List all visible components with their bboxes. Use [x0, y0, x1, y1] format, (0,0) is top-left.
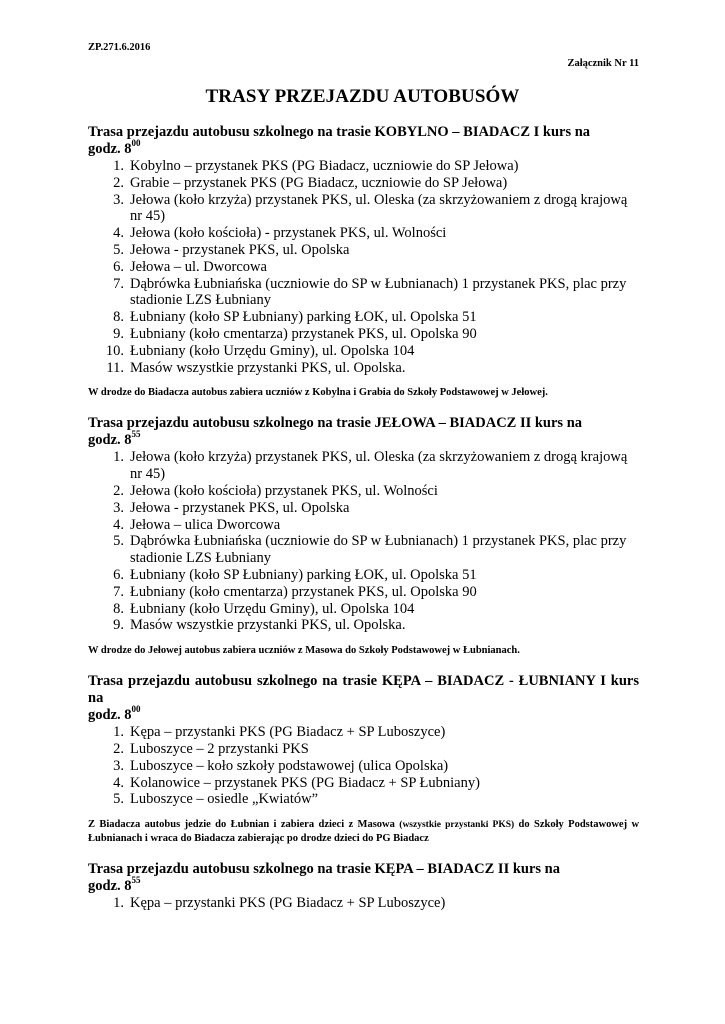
stop-item — [88, 758, 639, 775]
route-time-minutes: 00 — [131, 704, 141, 715]
stop-list — [88, 895, 639, 912]
route-note: W drodze do Biadacza autobus zabiera uczniów z Kobylna i Grabia do Szkoły Podstawowej w Jełowej. — [88, 387, 548, 399]
stop-text: Luboszyce – osiedle „Kwiatów” — [130, 791, 319, 808]
stop-list — [88, 449, 639, 634]
stop-item — [88, 309, 639, 326]
stop-item — [88, 242, 639, 259]
stop-item — [88, 584, 639, 601]
stop-item — [88, 360, 639, 377]
stop-item — [88, 601, 639, 618]
route-heading-text: Trasa przejazdu autobusu szkolnego na trasie KOBYLNO – BIADACZ I kurs na — [88, 124, 591, 140]
route-heading-text: Trasa przejazdu autobusu szkolnego na trasie KĘPA – BIADACZ II kurs na — [88, 861, 560, 878]
stop-text: Łubniany (koło SP Łubniany) parking ŁOK, ul. Opolska 51 — [130, 566, 477, 583]
stop-text: Dąbrówka Łubniańska (uczniowie do SP w Łubnianach) 1 przystanek PKS, plac przy stadionie LZS Łubniany — [130, 275, 627, 309]
stop-item — [88, 517, 639, 534]
document-body — [88, 124, 639, 912]
stop-text: Kobylno – przystanek PKS (PG Biadacz, uczniowie do SP Jełowa) — [130, 158, 519, 174]
stop-item — [88, 449, 639, 483]
stop-list — [88, 158, 639, 376]
stop-item — [88, 343, 639, 360]
stop-item — [88, 259, 639, 276]
stop-item — [88, 158, 639, 175]
stop-item — [88, 175, 639, 192]
stop-number: 1. — [113, 449, 124, 466]
stop-item — [88, 500, 639, 517]
route-note — [88, 818, 639, 845]
stop-number: 1. — [113, 895, 124, 912]
route-note: W drodze do Jełowej autobus zabiera uczniów z Masowa do Szkoły Podstawowej w Łubnianach. — [88, 645, 520, 657]
stop-text: Łubniany (koło SP Łubniany) parking ŁOK, ul. Opolska 51 — [130, 309, 477, 326]
route-section-kobylno — [88, 124, 639, 399]
stop-number: 1. — [113, 724, 124, 741]
stop-number: 2. — [113, 174, 124, 191]
stop-text: Jełowa – ul. Dworcowa — [130, 258, 267, 275]
stop-item — [88, 617, 639, 634]
route-time: godz. 8 — [88, 141, 132, 157]
stop-text: Jełowa – ulica Dworcowa — [130, 516, 281, 533]
stop-item — [88, 724, 639, 741]
stop-number: 5. — [113, 533, 124, 550]
stop-number: 2. — [113, 482, 124, 499]
route-section-jelowa — [88, 415, 639, 657]
stop-number: 8. — [113, 309, 124, 326]
stop-text: Masów wszystkie przystanki PKS, ul. Opolska. — [130, 359, 406, 376]
stop-item — [88, 276, 639, 310]
stop-number: 1. — [113, 158, 124, 174]
stop-text: Łubniany (koło cmentarza) przystanek PKS, ul. Opolska 90 — [130, 583, 477, 600]
stop-number: 3. — [113, 757, 124, 774]
route-heading-text: Trasa przejazdu autobusu szkolnego na trasie KĘPA – BIADACZ - ŁUBNIANY I kurs na — [88, 673, 639, 707]
route-heading-text: Trasa przejazdu autobusu szkolnego na trasie JEŁOWA – BIADACZ II kurs na — [88, 415, 583, 432]
stop-text: Kępa – przystanki PKS (PG Biadacz + SP Luboszyce) — [130, 895, 446, 912]
stop-text: Grabie – przystanek PKS (PG Biadacz, uczniowie do SP Jełowa) — [130, 174, 508, 191]
route-heading — [88, 415, 639, 449]
stop-number: 3. — [113, 499, 124, 516]
stop-text: Łubniany (koło cmentarza) przystanek PKS, ul. Opolska 90 — [130, 325, 477, 342]
stop-number: 6. — [113, 258, 124, 275]
stop-number: 4. — [113, 774, 124, 791]
stop-number: 10. — [105, 342, 124, 359]
route-time: godz. 8 — [88, 707, 132, 724]
stop-text: Masów wszystkie przystanki PKS, ul. Opolska. — [130, 617, 406, 634]
stop-text: Jełowa - przystanek PKS, ul. Opolska — [130, 499, 350, 516]
stop-number: 7. — [113, 583, 124, 600]
stop-number: 2. — [113, 740, 124, 757]
stop-text: Łubniany (koło Urzędu Gminy), ul. Opolska 104 — [130, 600, 415, 617]
stop-number: 5. — [113, 241, 124, 258]
stop-number: 5. — [113, 791, 124, 808]
route-note-text: do Szkoły Podstawowej w Łubnianach i wraca do Biadacza zabierając po drodze dzieci do PG Biadacz — [88, 819, 640, 845]
stop-item — [88, 192, 639, 226]
route-time-minutes: 55 — [131, 429, 141, 440]
route-note-aside: (wszystkie przystanki PKS) — [399, 820, 515, 831]
route-section-kepa-2 — [88, 861, 639, 912]
stop-item — [88, 791, 639, 808]
stop-text: Łubniany (koło Urzędu Gminy), ul. Opolska 104 — [130, 342, 415, 359]
stop-number: 9. — [113, 617, 124, 634]
stop-number: 8. — [113, 600, 124, 617]
stop-number: 11. — [106, 359, 124, 376]
route-time-minutes: 00 — [131, 138, 141, 148]
stop-number: 6. — [113, 566, 124, 583]
annex-number: Załącznik Nr 11 — [567, 58, 639, 69]
stop-number: 9. — [113, 325, 124, 342]
page-title: TRASY PRZEJAZDU AUTOBUSÓW — [205, 86, 520, 107]
stop-text: Dąbrówka Łubniańska (uczniowie do SP w Łubnianach) 1 przystanek PKS, plac przy stadionie LZS Łubniany — [130, 533, 627, 567]
stop-list — [88, 724, 639, 808]
stop-text: Jełowa (koło krzyża) przystanek PKS, ul. Oleska (za skrzyżowaniem z drogą krajową nr 45) — [130, 191, 628, 225]
stop-text: Luboszyce – koło szkoły podstawowej (ulica Opolska) — [130, 757, 449, 774]
route-time: godz. 8 — [88, 432, 132, 449]
stop-text: Kolanowice – przystanek PKS (PG Biadacz + SP Łubniany) — [130, 774, 480, 791]
route-time-minutes: 55 — [131, 875, 141, 886]
stop-item — [88, 326, 639, 343]
document-reference: ZP.271.6.2016 — [88, 42, 151, 53]
route-heading — [88, 861, 639, 895]
stop-number: 3. — [113, 191, 124, 208]
stop-item — [88, 775, 639, 792]
route-heading — [88, 124, 639, 158]
stop-text: Jełowa (koło kościoła) przystanek PKS, ul. Wolności — [130, 482, 438, 499]
stop-number: 4. — [113, 516, 124, 533]
route-time: godz. 8 — [88, 878, 132, 895]
stop-item — [88, 483, 639, 500]
route-heading — [88, 673, 639, 724]
stop-item — [88, 533, 639, 567]
route-note-text: Z Biadacza autobus jedzie do Łubnian i zabiera dzieci z Masowa — [88, 819, 395, 831]
stop-text: Kępa – przystanki PKS (PG Biadacz + SP Luboszyce) — [130, 724, 446, 741]
stop-text: Jełowa - przystanek PKS, ul. Opolska — [130, 241, 350, 258]
stop-number: 7. — [113, 275, 124, 292]
stop-number: 4. — [113, 225, 124, 242]
stop-text: Jełowa (koło krzyża) przystanek PKS, ul. Oleska (za skrzyżowaniem z drogą krajową nr 45) — [130, 449, 628, 483]
stop-item — [88, 567, 639, 584]
stop-text: Luboszyce – 2 przystanki PKS — [130, 740, 309, 757]
stop-item — [88, 741, 639, 758]
stop-text: Jełowa (koło kościoła) - przystanek PKS, ul. Wolności — [130, 225, 447, 242]
stop-item — [88, 225, 639, 242]
route-section-kepa-1 — [88, 673, 639, 845]
stop-item — [88, 895, 639, 912]
